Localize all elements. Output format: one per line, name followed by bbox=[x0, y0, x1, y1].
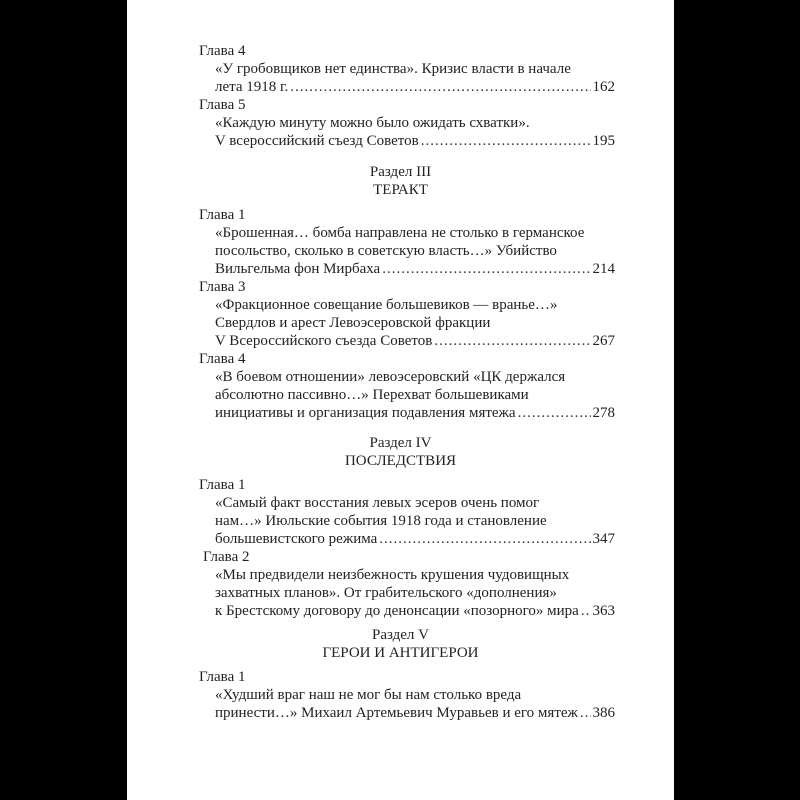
left-black-margin bbox=[0, 0, 127, 800]
dot-leader bbox=[580, 704, 591, 722]
chapter-title-line: нам…» Июльские события 1918 года и становление bbox=[215, 513, 547, 529]
chapter-label: Глава 3 bbox=[199, 279, 246, 295]
chapter-title-line: «Самый факт восстания левых эсеров очень помог bbox=[215, 495, 540, 511]
page-number: 214 bbox=[592, 261, 615, 277]
dot-leader bbox=[379, 530, 590, 548]
chapter-label: Глава 4 bbox=[199, 351, 246, 367]
chapter-title-line: захватных планов». От грабительского «дополнения» bbox=[215, 585, 557, 601]
right-black-margin bbox=[674, 0, 800, 800]
chapter-title-last-line: инициативы и организация подавления мятежа bbox=[215, 405, 516, 421]
section-label: Раздел IV bbox=[369, 435, 432, 451]
chapter-label: Глава 1 bbox=[199, 669, 246, 685]
chapter-title-last-line: к Брестскому договору до денонсации «позорного» мира bbox=[215, 603, 579, 619]
dot-leader bbox=[382, 260, 590, 278]
chapter-label: Глава 1 bbox=[199, 477, 246, 493]
chapter-label: Глава 1 bbox=[199, 207, 246, 223]
page-number: 278 bbox=[592, 405, 615, 421]
section-name: ПОСЛЕДСТВИЯ bbox=[344, 453, 457, 469]
page-number: 162 bbox=[592, 79, 615, 95]
chapter-title-last-line: принести…» Михаил Артемьевич Муравьев и его мятеж bbox=[215, 705, 578, 721]
chapter-label: Глава 2 bbox=[203, 549, 250, 565]
chapter-title-line: «Каждую минуту можно было ожидать схватки». bbox=[215, 115, 530, 131]
toc-entry-leader[interactable] bbox=[215, 602, 615, 620]
toc-entry-leader[interactable] bbox=[215, 704, 615, 722]
chapter-title-last-line: лета 1918 г. bbox=[215, 79, 289, 95]
dot-leader bbox=[434, 332, 590, 350]
dot-leader bbox=[421, 132, 591, 150]
toc-entry-leader[interactable] bbox=[215, 530, 615, 548]
dot-leader bbox=[518, 404, 591, 422]
chapter-title-line: Свердлов и арест Левоэсеровской фракции bbox=[215, 315, 491, 331]
chapter-title-line: «В боевом отношении» левоэсеровский «ЦК держался bbox=[215, 369, 566, 385]
chapter-title-line: «У гробовщиков нет единства». Кризис власти в начале bbox=[215, 61, 571, 77]
chapter-label: Глава 4 bbox=[199, 43, 246, 59]
toc-entry-leader[interactable] bbox=[215, 132, 615, 150]
toc-entry-leader[interactable] bbox=[215, 404, 615, 422]
page-number: 363 bbox=[592, 603, 615, 619]
chapter-title-last-line: V Всероссийского съезда Советов bbox=[215, 333, 433, 349]
chapter-title-last-line: большевистского режима bbox=[215, 531, 378, 547]
chapter-title-line: «Худший враг наш не мог бы нам столько вреда bbox=[215, 687, 522, 703]
section-label: Раздел V bbox=[371, 627, 429, 643]
contents-page bbox=[127, 0, 674, 800]
page-number: 347 bbox=[592, 531, 615, 547]
chapter-title-line: «Фракционное совещание большевиков — вранье…» bbox=[215, 297, 558, 313]
chapter-title-line: абсолютно пассивно…» Перехват большевиками bbox=[215, 387, 529, 403]
chapter-title-last-line: V всероссийский съезд Советов bbox=[215, 133, 419, 149]
section-name: ТЕРАКТ bbox=[373, 182, 428, 198]
page-number: 386 bbox=[592, 705, 615, 721]
page-number: 267 bbox=[592, 333, 615, 349]
dot-leader bbox=[290, 78, 590, 96]
toc-entry-leader[interactable] bbox=[215, 78, 615, 96]
chapter-title-line: «Брошенная… бомба направлена не столько в германское bbox=[215, 225, 585, 241]
section-name: ГЕРОИ И АНТИГЕРОИ bbox=[322, 645, 479, 661]
chapter-title-line: «Мы предвидели неизбежность крушения чудовищных bbox=[215, 567, 570, 583]
dot-leader bbox=[581, 602, 591, 620]
chapter-title-last-line: Вильгельма фон Мирбаха bbox=[215, 261, 381, 277]
toc-entry-leader[interactable] bbox=[215, 332, 615, 350]
chapter-title-line: посольство, сколько в советскую власть…» Убийство bbox=[215, 243, 557, 259]
page-number: 195 bbox=[592, 133, 615, 149]
chapter-label: Глава 5 bbox=[199, 97, 246, 113]
toc-entry-leader[interactable] bbox=[215, 260, 615, 278]
section-label: Раздел III bbox=[369, 164, 432, 180]
